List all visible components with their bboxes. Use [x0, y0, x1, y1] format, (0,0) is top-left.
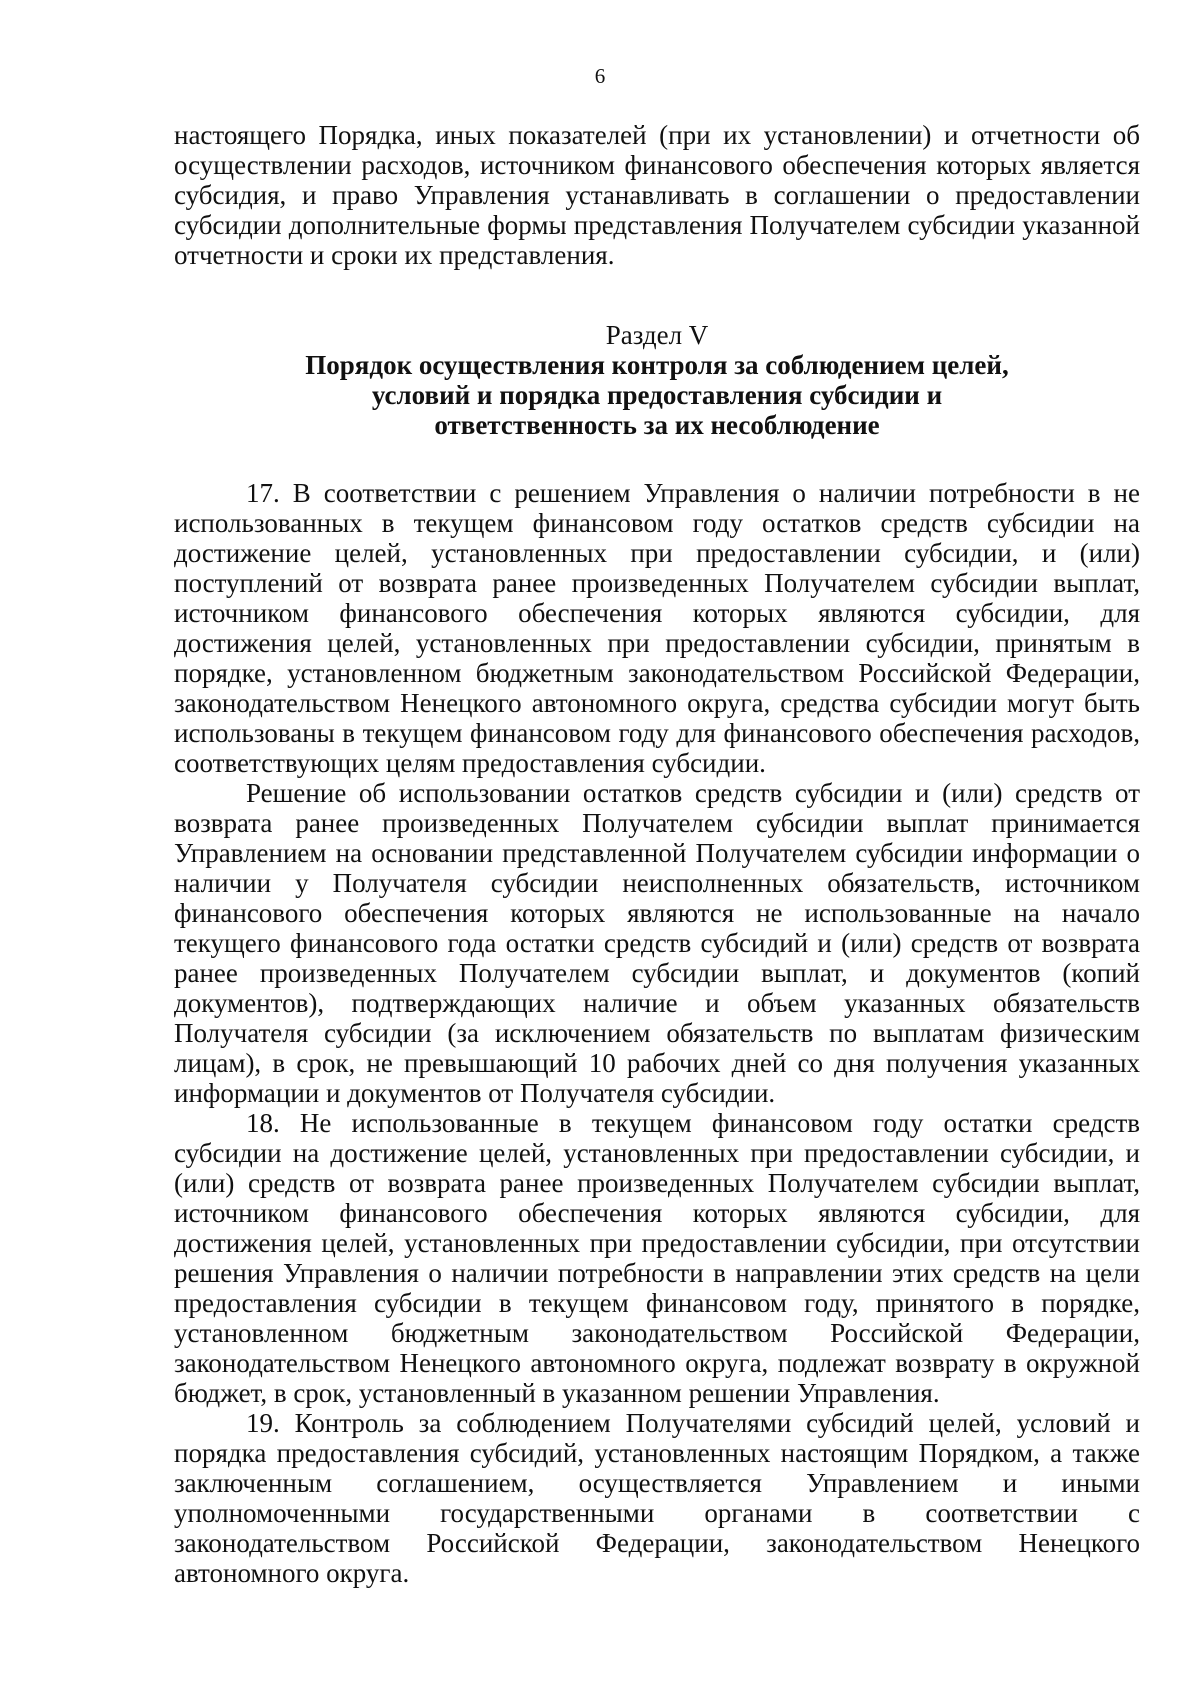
section-heading: [174, 320, 1140, 440]
section-title: Порядок осуществления контроля за соблюдением целей, условий и порядка предоставления субсидии и ответственность за их несоблюдение: [305, 350, 1009, 440]
paragraph-19: 19. Контроль за соблюдением Получателями субсидий целей, условий и порядка предоставления субсидий, установленных настоящим Порядком, а также заключенным соглашением, осуществляется Управлением и иными уполномоченными государственными органами в соответствии с законодательством Российской Федерации, законодательством Ненецкого автономного округа.: [174, 1408, 1140, 1588]
intro-paragraph: настоящего Порядка, иных показателей (при их установлении) и отчетности об осуществлении расходов, источником финансового обеспечения которых является субсидия, и право Управления устанавливать в соглашении о предоставлении субсидии дополнительные формы представления Получателем субсидии указанной отчетности и сроки их представления.: [174, 120, 1140, 270]
paragraph-18: 18. Не использованные в текущем финансовом году остатки средств субсидии на достижение целей, установленных при предоставлении субсидии, и (или) средств от возврата ранее произведенных Получателем субсидии выплат, источником финансового обеспечения которых являются субсидии, для достижения целей, установленных при предоставлении субсидии, при отсутствии решения Управления о наличии потребности в направлении этих средств на цели предоставления субсидии в текущем финансовом году, принятого в порядке, установленном бюджетным законодательством Российской Федерации, законодательством Ненецкого автономного округа, подлежат возврату в окружной бюджет, в срок, установленный в указанном решении Управления.: [174, 1108, 1140, 1408]
section-label: Раздел V: [605, 320, 709, 350]
paragraph-17-decision: Решение об использовании остатков средств субсидии и (или) средств от возврата ранее произведенных Получателем субсидии выплат принимается Управлением на основании представленной Получателем субсидии информации о наличии у Получателя субсидии неисполненных обязательств, источником финансового обеспечения которых являются не использованные на начало текущего финансового года остатки средств субсидий и (или) средств от возврата ранее произведенных Получателем субсидии выплат, и документов (копий документов), подтверждающих наличие и объем указанных обязательств Получателя субсидии (за исключением обязательств по выплатам физическим лицам), в срок, не превышающий 10 рабочих дней со дня получения указанных информации и документов от Получателя субсидии.: [174, 778, 1140, 1108]
page-number: 6: [594, 64, 606, 88]
paragraph-17: 17. В соответствии с решением Управления о наличии потребности в не использованных в текущем финансовом году остатков средств субсидии на достижение целей, установленных при предоставлении субсидии, и (или) поступлений от возврата ранее произведенных Получателем субсидии выплат, источником финансового обеспечения которых являются субсидии, для достижения целей, установленных при предоставлении субсидии, принятым в порядке, установленном бюджетным законодательством Российской Федерации, законодательством Ненецкого автономного округа, средства субсидии могут быть использованы в текущем финансовом году для финансового обеспечения расходов, соответствующих целям предоставления субсидии.: [174, 478, 1140, 778]
document-body: [174, 120, 1140, 1588]
